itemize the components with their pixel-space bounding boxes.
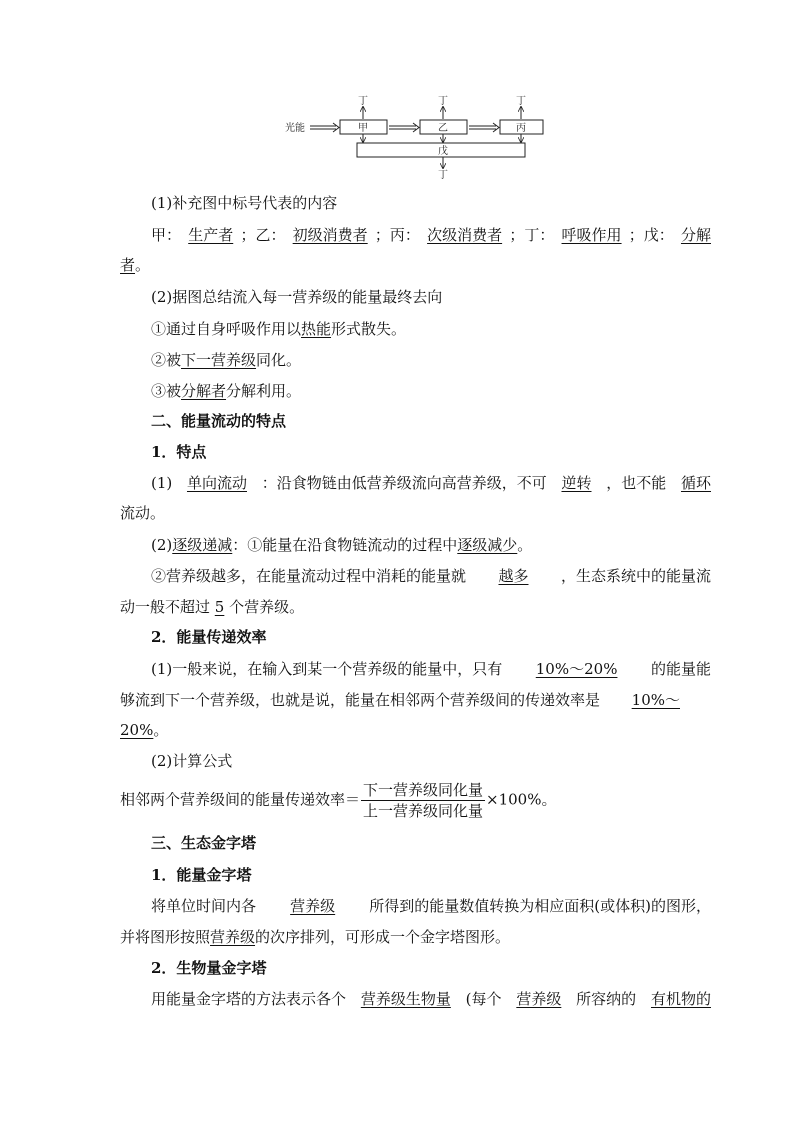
text-segment: 二、能量流动的特点 <box>151 412 287 430</box>
subheading-efficiency <box>120 627 711 647</box>
underlined-answer: 者 <box>120 256 136 274</box>
line-12 <box>120 535 711 555</box>
text-segment: (2)据图总结流入每一营养级的能量最终去向 <box>151 288 443 306</box>
text-segment: ；丙： <box>374 226 420 244</box>
text-segment: 所容纳的 <box>576 990 637 1008</box>
underlined-answer: 逆转 <box>561 474 592 492</box>
line-13 <box>120 566 711 586</box>
text-segment: ，生态系统中的能量流 <box>560 567 711 585</box>
box-jia-label: 甲 <box>358 123 368 134</box>
underlined-answer: 呼吸作用 <box>561 226 622 244</box>
text-segment: 的次序排列，可形成一个金字塔图形。 <box>255 928 511 946</box>
line-11 <box>120 503 680 523</box>
subheading-energy-pyramid <box>120 865 711 885</box>
subheading-features <box>120 442 711 462</box>
underlined-answer: 营养级 <box>290 897 336 915</box>
text-segment: 个营养级。 <box>224 598 305 616</box>
text-segment: 用能量金字塔的方法表示各个 <box>151 990 347 1008</box>
text-segment: 。 <box>153 721 169 739</box>
text-segment: 1．特点 <box>151 443 207 461</box>
text-segment: ×100%。 <box>486 790 557 809</box>
text-segment: (1)一般来说，在输入到某一个营养级的能量中，只有 <box>151 660 503 678</box>
text-segment: 分解利用。 <box>226 382 302 400</box>
underlined-answer: 有机物的 <box>650 990 711 1008</box>
line-1 <box>120 193 711 213</box>
underlined-answer: 分解 <box>680 226 711 244</box>
underlined-answer: 下一营养级 <box>181 351 257 369</box>
text-segment: ③被 <box>151 382 182 400</box>
section-heading-2 <box>120 411 711 431</box>
text-segment: 形式散失。 <box>331 320 407 338</box>
diagram-source-label: 光能 <box>285 123 305 134</box>
fraction-numerator: 下一营养级同化量 <box>363 781 484 799</box>
efficiency-fraction <box>361 781 485 820</box>
line-4 <box>120 287 711 307</box>
text-segment: 2．能量传递效率 <box>151 628 267 646</box>
text-segment: ；戊： <box>628 226 674 244</box>
text-segment: 够流到下一个营养级，也就是说，能量在相邻两个营养级间的传递效率是 <box>120 691 601 709</box>
ding-label-1: 丁 <box>358 96 368 107</box>
line-7 <box>120 381 711 401</box>
box-bing-label: 丙 <box>516 123 526 134</box>
text-segment: 的能量能 <box>650 660 711 678</box>
text-segment: 所得到的能量数值转换为相应面积(或体积)的图形， <box>369 897 711 915</box>
underlined-answer: 次级消费者 <box>427 226 503 244</box>
text-segment: 动一般不超过 <box>120 598 215 616</box>
subheading-biomass-pyramid <box>120 958 711 978</box>
underlined-answer: 5 <box>214 598 225 616</box>
text-segment: ：①能量在沿食物链流动的过程中 <box>232 536 458 554</box>
underlined-answer: 10%～ <box>631 691 680 709</box>
underlined-answer: 热能 <box>301 320 332 338</box>
text-segment: 2．生物量金字塔 <box>151 959 267 977</box>
text-segment: 相邻两个营养级间的能量传递效率＝ <box>120 790 361 809</box>
text-segment: 同化。 <box>256 351 302 369</box>
underlined-answer: 生产者 <box>188 226 234 244</box>
ding-label-2: 丁 <box>438 96 448 107</box>
text-segment: ②营养级越多，在能量流动过程中消耗的能量就 <box>151 567 467 585</box>
text-segment: ：沿食物链由低营养级流向高营养级，不可 <box>261 474 547 492</box>
text-segment: (1)补充图中标号代表的内容 <box>151 194 338 212</box>
underlined-answer: 营养级生物量 <box>360 990 451 1008</box>
underlined-answer: 初级消费者 <box>292 226 368 244</box>
text-segment: (1) <box>151 474 173 492</box>
text-segment: ；乙： <box>240 226 286 244</box>
ding-label-3: 丁 <box>516 96 526 107</box>
underlined-answer: 逐级减少 <box>457 536 518 554</box>
line-23 <box>120 896 711 916</box>
energy-flow-diagram <box>0 0 794 190</box>
text-segment: 。 <box>517 536 533 554</box>
underlined-answer: 循环 <box>680 474 711 492</box>
underlined-answer: 越多 <box>498 567 529 585</box>
text-segment: 并将图形按照 <box>120 928 211 946</box>
underlined-answer: 分解者 <box>181 382 227 400</box>
underlined-answer: 营养级 <box>210 928 256 946</box>
fraction-denominator: 上一营养级同化量 <box>363 802 484 820</box>
text-segment: ；丁： <box>509 226 555 244</box>
line-3 <box>120 255 680 275</box>
line-16 <box>120 659 711 679</box>
text-segment: ①通过自身呼吸作用以 <box>151 320 302 338</box>
text-segment: 1．能量金字塔 <box>151 866 252 884</box>
line-26 <box>120 989 711 1009</box>
line-10 <box>120 473 711 493</box>
box-wu-label: 戊 <box>438 146 448 157</box>
underlined-answer: 逐级递减 <box>172 536 233 554</box>
line-5 <box>120 319 711 339</box>
line-18 <box>120 720 680 740</box>
line-24 <box>120 927 680 947</box>
text-segment: (2)计算公式 <box>151 752 233 770</box>
line-2 <box>120 225 711 245</box>
text-segment: 流动。 <box>120 504 166 522</box>
underlined-answer: 营养级 <box>516 990 562 1008</box>
underlined-answer: 单向流动 <box>186 474 247 492</box>
text-segment: ，也不能 <box>606 474 667 492</box>
line-19 <box>120 751 711 771</box>
underlined-answer: 20% <box>120 721 154 739</box>
text-segment: ②被 <box>151 351 182 369</box>
box-yi-label: 乙 <box>438 123 448 134</box>
section-heading-3 <box>120 833 711 853</box>
text-segment: (2) <box>151 536 173 554</box>
line-17 <box>120 690 680 710</box>
text-segment: 三、生态金字塔 <box>151 834 257 852</box>
ding-label-4: 丁 <box>438 170 448 181</box>
line-14 <box>120 597 680 617</box>
line-6 <box>120 350 711 370</box>
underlined-answer: 10%～20% <box>535 660 618 678</box>
text-segment: 甲： <box>151 226 182 244</box>
text-segment: 。 <box>135 256 151 274</box>
formula-line <box>120 781 680 820</box>
text-segment: 将单位时间内各 <box>151 897 257 915</box>
text-segment: (每个 <box>465 990 502 1008</box>
